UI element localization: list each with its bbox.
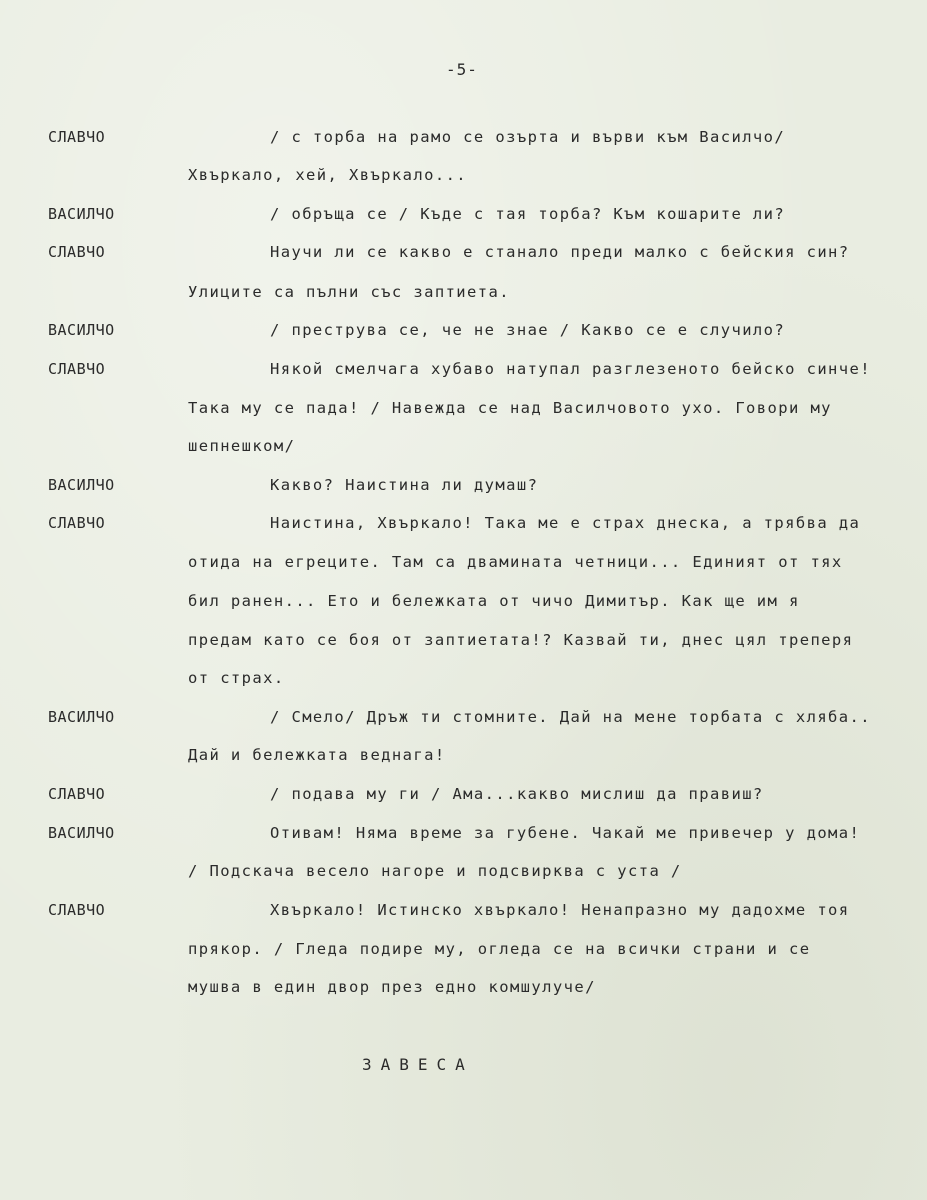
speaker-name: СЛАВЧО (48, 128, 106, 146)
speaker-name: СЛАВЧО (48, 360, 106, 378)
dialogue-line: прякор. / Гледа подире му, огледа се на всички страни и се (188, 940, 811, 958)
speaker-name: ВАСИЛЧО (48, 321, 115, 339)
page-number: -5- (446, 60, 478, 79)
dialogue-line: Хвъркало! Истинско хвъркало! Ненапразно му дадохме тоя (270, 901, 850, 919)
dialogue-line: от страх. (188, 669, 285, 687)
speaker-name: ВАСИЛЧО (48, 708, 115, 726)
dialogue-line: шепнешком/ (188, 437, 296, 455)
dialogue-line: / с торба на рамо се озърта и върви към Василчо/ (270, 128, 786, 146)
dialogue-line: Улиците са пълни със заптиета. (188, 283, 510, 301)
dialogue-line: / Смело/ Дръж ти стомните. Дай на мене торбата с хляба.. (270, 708, 871, 726)
dialogue-line: / обръща се / Къде с тая торба? Към кошарите ли? (270, 205, 786, 223)
dialogue-line: Дай и бележката веднага! (188, 746, 446, 764)
speaker-name: СЛАВЧО (48, 901, 106, 919)
dialogue-line: Научи ли се какво е станало преди малко с бейския син? (270, 243, 850, 261)
dialogue-line: / подава му ги / Ама...какво мислиш да правиш? (270, 785, 764, 803)
speaker-name: ВАСИЛЧО (48, 205, 115, 223)
dialogue-line: мушва в един двор през едно комшулуче/ (188, 978, 596, 996)
curtain-direction: ЗАВЕСА (362, 1055, 474, 1074)
speaker-name: СЛАВЧО (48, 514, 106, 532)
dialogue-line: отида на егреците. Там са двамината четници... Единият от тях (188, 553, 843, 571)
dialogue-line: бил ранен... Ето и бележката от чичо Димитър. Как ще им я (188, 592, 800, 610)
dialogue-line: предам като се боя от заптиетата!? Казвай ти, днес цял треперя (188, 631, 854, 649)
dialogue-line: Някой смелчага хубаво натупал разглезеното бейско синче! (270, 360, 871, 378)
dialogue-line: / Подскача весело нагоре и подсвирква с уста / (188, 862, 682, 880)
speaker-name: СЛАВЧО (48, 243, 106, 261)
dialogue-line: Хвъркало, хей, Хвъркало... (188, 166, 468, 184)
dialogue-line: Наистина, Хвъркало! Така ме е страх днеска, а трябва да (270, 514, 861, 532)
dialogue-line: / преструва се, че не знае / Какво се е случило? (270, 321, 786, 339)
dialogue-line: Така му се пада! / Навежда се над Василчовото ухо. Говори му (188, 399, 832, 417)
speaker-name: ВАСИЛЧО (48, 824, 115, 842)
speaker-name: ВАСИЛЧО (48, 476, 115, 494)
dialogue-line: Какво? Наистина ли думаш? (270, 476, 539, 494)
dialogue-line: Отивам! Няма време за губене. Чакай ме привечер у дома! (270, 824, 861, 842)
speaker-name: СЛАВЧО (48, 785, 106, 803)
